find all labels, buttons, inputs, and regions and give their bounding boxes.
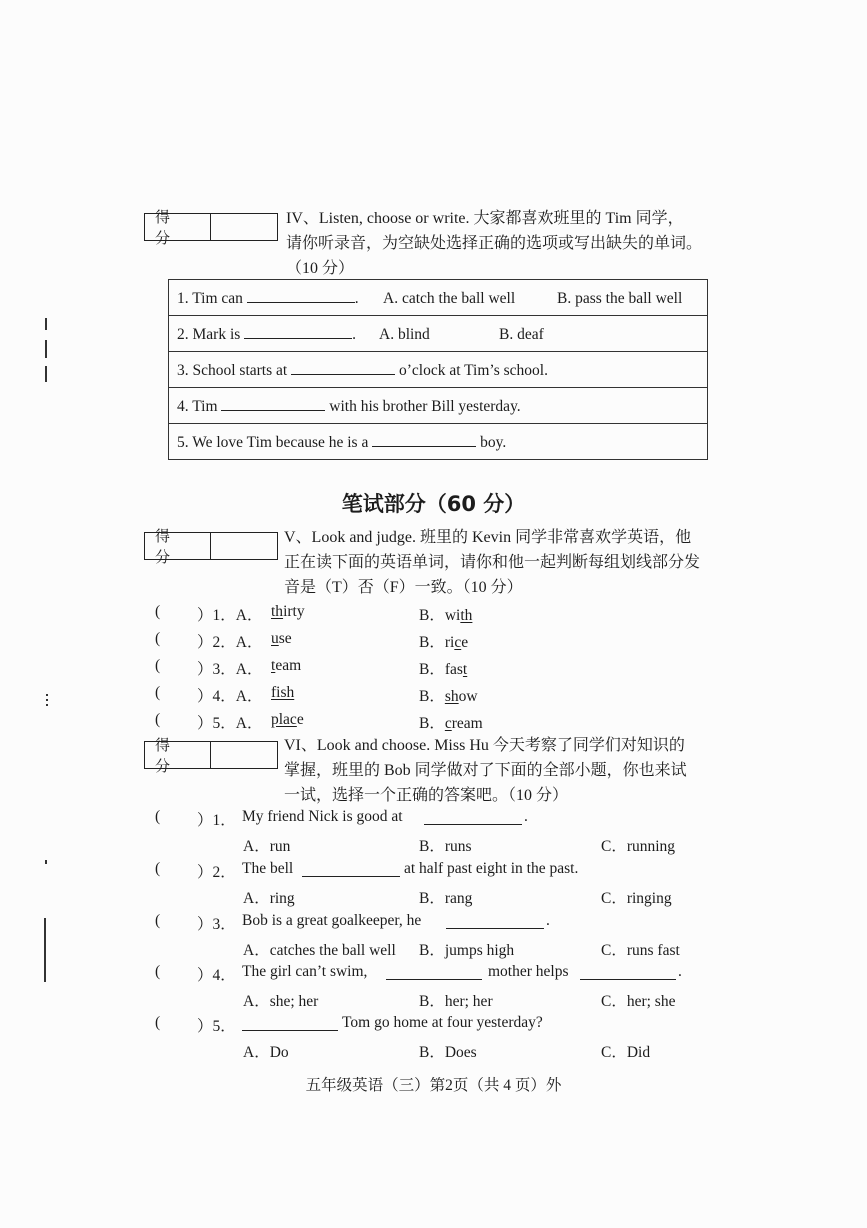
word-rest: irty xyxy=(283,603,305,620)
table-row xyxy=(169,388,708,424)
option-prefix: B． xyxy=(419,688,445,705)
binding-mark xyxy=(45,366,47,382)
option-prefix: B． xyxy=(419,715,445,732)
written-section-title: 笔试部分（60 分） xyxy=(341,492,526,516)
answer-blank[interactable] xyxy=(302,862,400,877)
word-a xyxy=(271,603,305,621)
section-4-heading-line-2: 请你听录音，为空缺处选择正确的选项或写出缺失的单词。 xyxy=(286,235,703,252)
question-text: 4. Tim xyxy=(177,397,218,415)
option-a[interactable]: A．run xyxy=(243,838,291,855)
answer-blank[interactable] xyxy=(580,965,676,980)
word-rest: ream xyxy=(451,715,483,732)
underlined-part: fish xyxy=(271,684,295,701)
word-rest: e xyxy=(461,634,469,651)
score-blank[interactable] xyxy=(211,742,277,768)
question-item xyxy=(155,963,682,1010)
section-6-heading-line-1: VI、Look and choose. Miss Hu 今天考察了同学们对知识的 xyxy=(284,737,685,754)
question-number: ）1．A． xyxy=(197,607,263,624)
question-text: . xyxy=(546,912,550,929)
option-b[interactable]: B．Does xyxy=(419,1044,477,1061)
question-text: The girl can’t swim, xyxy=(242,963,368,980)
question-number: ）3． xyxy=(197,916,236,933)
question-number: ）4． xyxy=(197,967,236,984)
answer-blank[interactable] xyxy=(221,396,325,411)
option-b[interactable]: B．runs xyxy=(419,838,472,855)
paren-open: ( xyxy=(155,603,161,620)
section-4-heading-line-1: IV、Listen, choose or write. 大家都喜欢班里的 Tim 同学， xyxy=(286,210,684,227)
option-a[interactable]: A．Do xyxy=(243,1044,289,1061)
section-5-heading-line-1: V、Look and judge. 班里的 Kevin 同学非常喜欢学英语，他 xyxy=(284,529,692,546)
word-a xyxy=(271,657,301,675)
list-item xyxy=(155,711,483,732)
question-text: 5. We love Tim because he is a xyxy=(177,433,369,451)
question-text: at half past eight in the past. xyxy=(404,860,579,877)
word-b xyxy=(419,684,478,706)
option-c[interactable]: C．runs fast xyxy=(601,942,680,959)
section-5-heading-line-3: 音是（T）否（F）一致。（10 分） xyxy=(284,579,523,596)
question-item xyxy=(155,808,676,855)
question-item xyxy=(155,1014,651,1061)
question-text: mother helps xyxy=(488,963,569,980)
binding-mark xyxy=(46,704,48,706)
score-box-section-5 xyxy=(144,529,278,566)
score-box-section-6 xyxy=(144,738,278,775)
option-prefix: B．wi xyxy=(419,607,461,624)
score-label: 得 分 xyxy=(145,533,211,559)
section-5-heading xyxy=(284,525,700,600)
option-c[interactable]: C．ringing xyxy=(601,890,672,907)
underlined-part: c xyxy=(444,715,452,732)
paren-open: ( xyxy=(155,657,161,674)
list-item xyxy=(155,603,473,624)
option-a[interactable]: A．she; her xyxy=(243,993,319,1010)
underlined-part: sh xyxy=(444,688,459,705)
word-b xyxy=(419,603,472,625)
question-item xyxy=(155,912,680,959)
answer-blank[interactable] xyxy=(244,324,352,339)
option-prefix: B．fas xyxy=(419,661,463,678)
question-text: . xyxy=(354,289,359,307)
question-text: 2. Mark is xyxy=(177,325,241,343)
word-a xyxy=(271,630,292,648)
paren-open: ( xyxy=(155,912,161,929)
answer-blank[interactable] xyxy=(242,1016,338,1031)
section-6-heading-line-2: 掌握，班里的 Bob 同学做对了下面的全部小题，你也来试 xyxy=(284,762,687,779)
underlined-part: u xyxy=(271,630,279,647)
question-text: o’clock at Tim’s school. xyxy=(398,361,548,379)
answer-blank[interactable] xyxy=(372,432,476,447)
answer-blank[interactable] xyxy=(291,360,395,375)
question-number: ）2．A． xyxy=(197,634,263,651)
option-prefix: B．ri xyxy=(419,634,455,651)
table-row xyxy=(169,424,708,460)
option-c[interactable]: C．her; she xyxy=(601,993,676,1010)
word-a xyxy=(271,711,304,729)
word-b xyxy=(419,711,483,733)
score-label: 得 分 xyxy=(145,214,211,240)
answer-blank[interactable] xyxy=(247,288,355,303)
score-blank[interactable] xyxy=(211,214,277,240)
section-4-heading xyxy=(286,206,702,281)
table-row xyxy=(169,280,708,316)
question-text: Bob is a great goalkeeper, he xyxy=(242,912,422,929)
answer-blank[interactable] xyxy=(424,810,522,825)
question-number: ）5． xyxy=(197,1018,236,1035)
question-text: . xyxy=(678,963,682,980)
option-b[interactable]: B. deaf xyxy=(499,326,544,343)
binding-mark xyxy=(45,860,47,864)
question-item xyxy=(155,860,672,907)
option-b[interactable]: B．jumps high xyxy=(419,942,515,959)
page-footer: 五年级英语（三）第2页（共 4 页）外 xyxy=(305,1077,562,1094)
list-item xyxy=(155,657,468,678)
question-number: ）1． xyxy=(197,812,236,829)
word-b xyxy=(419,657,467,679)
section-5-heading-line-2: 正在读下面的英语单词，请你和他一起判断每组划线部分发 xyxy=(284,554,701,571)
question-number: ）2． xyxy=(197,864,236,881)
underlined-part: t xyxy=(462,661,468,678)
option-c[interactable]: C．Did xyxy=(601,1044,651,1061)
question-text: with his brother Bill yesterday. xyxy=(329,397,521,415)
paren-open: ( xyxy=(155,684,161,701)
question-number: ）5．A． xyxy=(197,715,263,732)
section-6-heading-line-3: 一试，选择一个正确的答案吧。（10 分） xyxy=(284,787,569,804)
question-text: Tom go home at four yesterday? xyxy=(342,1014,543,1031)
binding-mark xyxy=(45,340,47,358)
underlined-part: th xyxy=(271,603,284,620)
option-c[interactable]: C．running xyxy=(601,838,676,855)
word-a xyxy=(271,684,294,702)
answer-blank[interactable] xyxy=(386,965,482,980)
question-text: 3. School starts at xyxy=(177,361,288,379)
question-text: . xyxy=(524,808,528,825)
question-text: The bell xyxy=(242,860,294,877)
score-blank[interactable] xyxy=(211,533,277,559)
table-row xyxy=(169,352,708,388)
option-b[interactable]: B．her; her xyxy=(419,993,493,1010)
paren-open: ( xyxy=(155,808,161,825)
word-rest: se xyxy=(278,630,292,647)
answer-blank[interactable] xyxy=(446,914,544,929)
list-item xyxy=(155,684,478,705)
underlined-part: plac xyxy=(271,711,297,728)
listening-table xyxy=(168,279,708,460)
score-box-section-4 xyxy=(144,210,278,247)
word-rest: ow xyxy=(458,688,478,705)
option-b[interactable]: B．rang xyxy=(419,890,473,907)
question-text: My friend Nick is good at xyxy=(242,808,403,825)
underlined-part: th xyxy=(460,607,473,624)
underlined-part: c xyxy=(454,634,462,651)
paren-open: ( xyxy=(155,630,161,647)
section-4-heading-line-3: （10 分） xyxy=(286,260,355,277)
paren-open: ( xyxy=(155,860,161,877)
word-b xyxy=(419,630,468,652)
table-row xyxy=(169,316,708,352)
option-a[interactable]: A. catch the ball well xyxy=(383,290,516,307)
list-item xyxy=(155,630,469,651)
score-label: 得 分 xyxy=(145,742,211,768)
question-text: boy. xyxy=(480,433,507,451)
option-a[interactable]: A．ring xyxy=(243,890,295,907)
paren-open: ( xyxy=(155,711,161,728)
option-b[interactable]: B. pass the ball well xyxy=(557,290,683,307)
question-text: . xyxy=(352,325,357,343)
paren-open: ( xyxy=(155,1014,161,1031)
section-6-heading xyxy=(284,733,687,808)
paren-open: ( xyxy=(155,963,161,980)
question-number: ）3．A． xyxy=(197,661,263,678)
word-rest: e xyxy=(296,711,304,728)
question-number: ）4．A． xyxy=(197,688,263,705)
option-a[interactable]: A．catches the ball well xyxy=(243,942,396,959)
binding-mark xyxy=(44,918,46,982)
word-rest: eam xyxy=(275,657,302,674)
underlined-part: t xyxy=(271,657,276,674)
binding-mark xyxy=(46,699,48,701)
binding-mark xyxy=(45,318,47,330)
option-a[interactable]: A. blind xyxy=(379,326,430,343)
question-text: 1. Tim can xyxy=(177,289,243,307)
binding-mark xyxy=(46,694,48,696)
